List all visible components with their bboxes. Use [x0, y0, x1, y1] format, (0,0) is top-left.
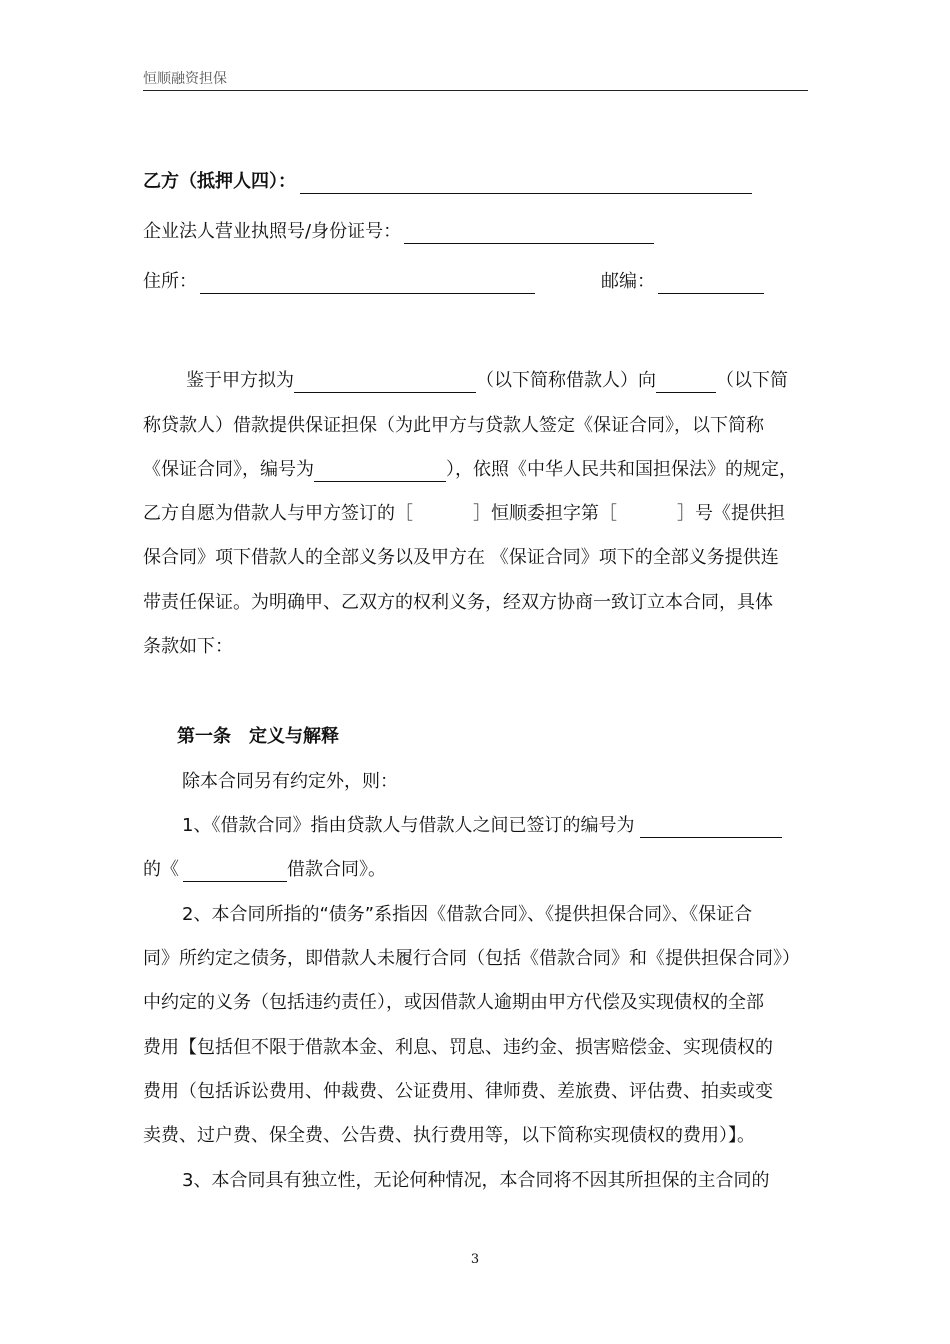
preamble-line-5 — [143, 546, 779, 570]
clause-2-line-5 — [143, 1080, 773, 1104]
preamble-text: ），依照《中华人民共和国担保法》的规定， — [446, 459, 797, 480]
preamble-text: （以下简 — [716, 370, 788, 391]
address-line — [143, 270, 764, 294]
preamble-text: ］号《提供担 — [677, 503, 785, 524]
loan-contract-number-blank[interactable] — [640, 815, 782, 838]
preamble-line-2 — [143, 414, 764, 438]
clause-text: 中约定的义务（包括违约责任），或因借款人逾期由甲方代偿及实现债权的全部 — [143, 992, 764, 1013]
preamble-text: 《保证合同》，编号为 — [143, 459, 314, 480]
article-intro-text: 除本合同另有约定外，则： — [182, 771, 398, 792]
article-title-text: 第一条 定义与解释 — [177, 726, 339, 747]
postcode-blank[interactable] — [658, 271, 764, 294]
preamble-line-7 — [143, 635, 233, 659]
clause-text: 借款合同》。 — [287, 859, 386, 880]
clause-2-line-3 — [143, 991, 764, 1015]
header-company: 恒顺融资担保 — [143, 71, 227, 87]
preamble-line-6 — [143, 591, 773, 615]
preamble-text: ］恒顺委担字第［ — [473, 503, 617, 524]
clause-text: 3、本合同具有独立性，无论何种情况，本合同将不因其所担保的主合同的 — [182, 1170, 770, 1191]
clause-2-line-1 — [182, 903, 752, 927]
preamble-text: 鉴于甲方拟为 — [186, 370, 294, 391]
clause-2-line-6 — [143, 1124, 755, 1148]
clause-text: 1、《借款合同》指由贷款人与借款人之间已签订的编号为 — [182, 815, 635, 836]
address-blank[interactable] — [200, 271, 535, 294]
clause-text: 卖费、过户费、保全费、公告费、执行费用等，以下简称实现债权的费用）】。 — [143, 1125, 755, 1146]
preamble-text: 乙方自愿为借款人与甲方签订的［ — [143, 503, 413, 524]
article-1-title — [177, 725, 339, 749]
clause-1-line-2 — [143, 858, 386, 882]
article-1-intro — [182, 770, 398, 794]
preamble-line-4 — [143, 502, 785, 526]
preamble-text: 保合同》项下借款人的全部义务以及甲方在 《保证合同》项下的全部义务提供连 — [143, 547, 779, 568]
preamble-text: 带责任保证。为明确甲、乙双方的权利义务，经双方协商一致订立本合同，具体 — [143, 592, 773, 613]
clause-text: 费用（包括诉讼费用、仲裁费、公证费用、律师费、差旅费、评估费、拍卖或变 — [143, 1081, 773, 1102]
preamble-text: 条款如下： — [143, 636, 233, 657]
clause-text: 的《 — [143, 859, 179, 880]
party-b-line — [143, 170, 752, 194]
address-label: 住所： — [143, 271, 197, 292]
license-number-blank[interactable] — [404, 221, 654, 244]
lender-blank[interactable] — [656, 370, 716, 393]
clause-2-line-4 — [143, 1036, 773, 1060]
clause-1-line-1 — [182, 814, 782, 838]
party-b-label: 乙方（抵押人四）： — [143, 171, 296, 192]
clause-text: 同》所约定之债务，即借款人未履行合同（包括《借款合同》和《提供担保合同》） — [143, 948, 800, 969]
preamble-text: （以下简称借款人）向 — [476, 370, 656, 391]
clause-text: 费用【包括但不限于借款本金、利息、罚息、违约金、损害赔偿金、实现债权的 — [143, 1037, 773, 1058]
clause-2-line-2 — [143, 947, 800, 971]
postcode-label: 邮编： — [601, 271, 655, 292]
license-label: 企业法人营业执照号/身份证号： — [143, 221, 402, 242]
preamble-text: 称贷款人）借款提供保证担保（为此甲方与贷款人签定《保证合同》，以下简称 — [143, 415, 764, 436]
license-line — [143, 220, 654, 244]
page-number: 3 — [470, 1252, 480, 1267]
guarantee-contract-number-blank[interactable] — [314, 459, 446, 482]
preamble-line-3 — [143, 458, 797, 482]
party-b-name-blank[interactable] — [300, 171, 752, 194]
clause-3-line-1 — [182, 1169, 769, 1193]
preamble-line-1 — [186, 369, 788, 393]
clause-text: 2、本合同所指的“债务”系指因《借款合同》、《提供担保合同》、《保证合 — [182, 904, 753, 925]
loan-contract-name-blank[interactable] — [183, 859, 287, 882]
borrower-blank[interactable] — [294, 370, 476, 393]
page-header — [143, 68, 808, 91]
